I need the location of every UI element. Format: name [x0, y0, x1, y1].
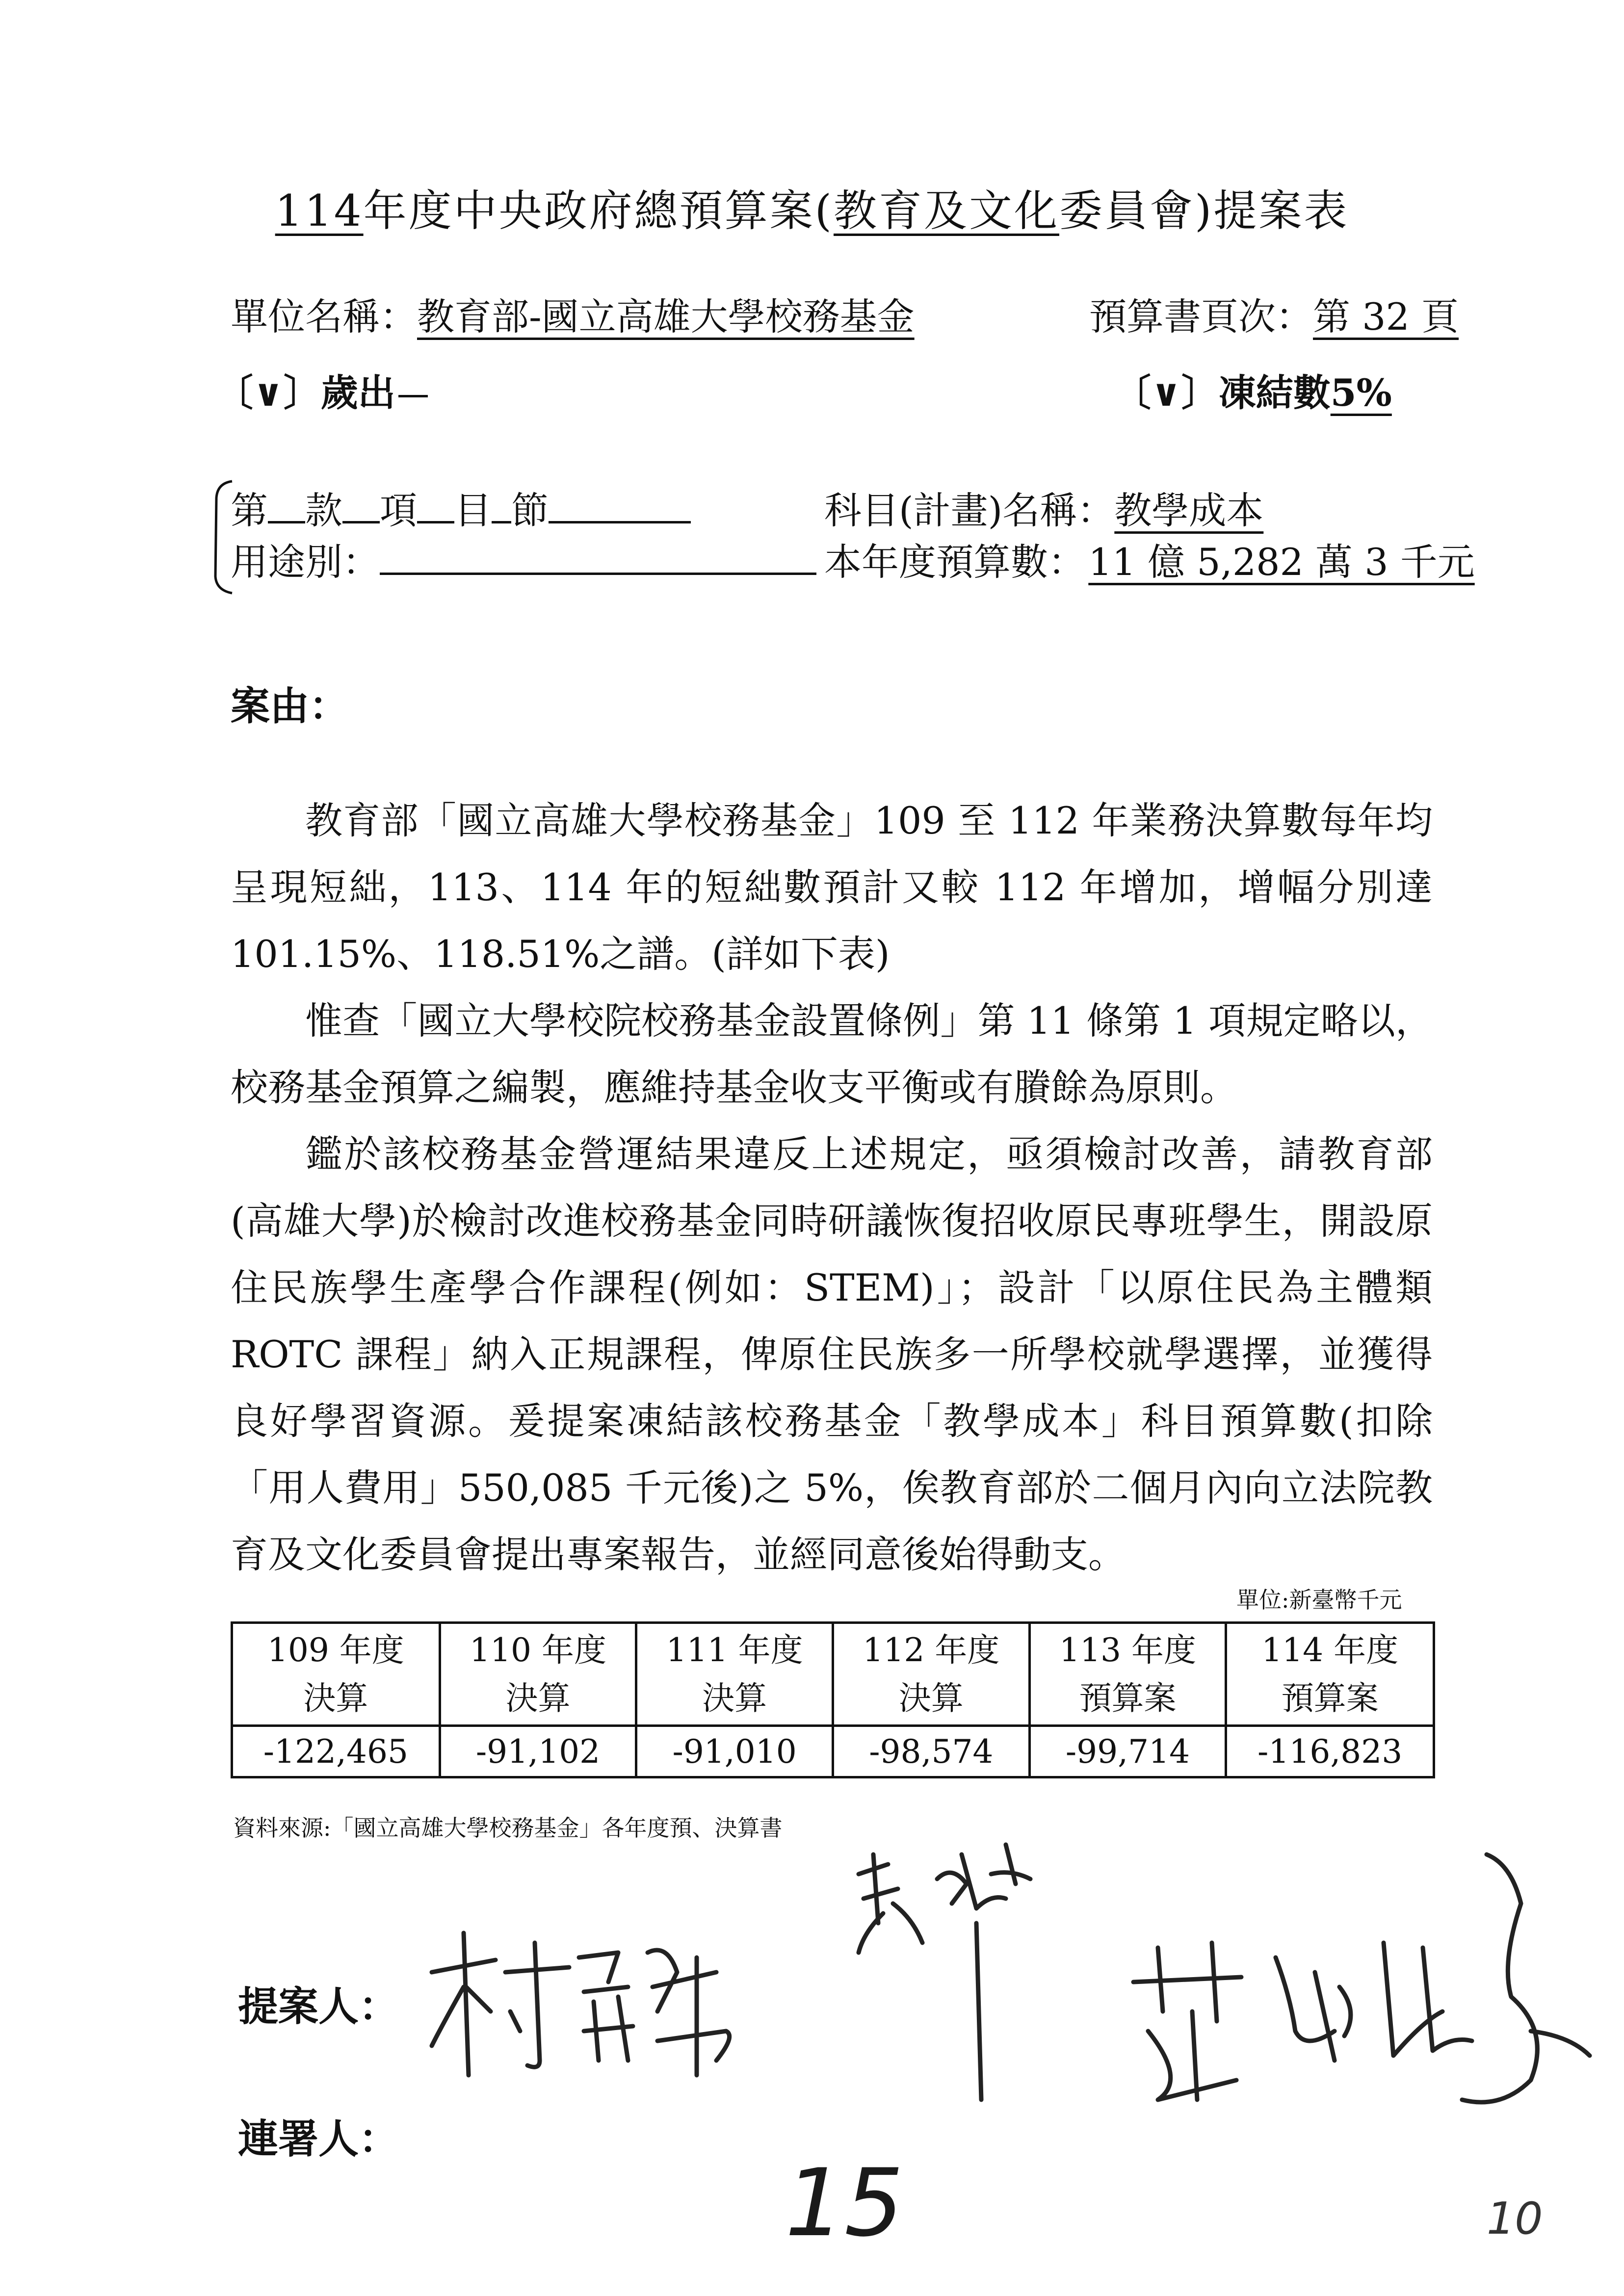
deficit-table [231, 1621, 1435, 1778]
expenditure-label: 〔∨〕歲出 [216, 371, 395, 415]
freeze-label: 〔∨〕凍結數 [1114, 371, 1331, 415]
kuan-label: 第 [231, 489, 268, 532]
subject-row [824, 481, 1389, 534]
table-unit-note: 單位:新臺幣千元 [1236, 1587, 1402, 1613]
case-heading: 案由： [231, 683, 348, 729]
table-cell: -91,010 [636, 1726, 833, 1777]
unit-label: 單位名稱： [231, 295, 417, 339]
unit-value: 教育部-國立高雄大學校務基金 [417, 295, 915, 339]
table-header-cell: 114 年度 預算案 [1226, 1623, 1434, 1726]
freeze-value: 5% [1330, 371, 1392, 415]
table-cell: -116,823 [1226, 1726, 1434, 1777]
signature-2 [844, 1825, 1079, 2110]
budget-amount-row [824, 532, 1478, 586]
page-value: 第 32 頁 [1313, 295, 1459, 339]
table-row [232, 1726, 1434, 1777]
budget-value: 11 億 5,282 萬 3 千元 [1088, 540, 1475, 584]
budget-item-row [231, 481, 691, 534]
case-paragraph-3: 鑑於該校務基金營運結果違反上述規定，亟須檢討改善，請教育部(高雄大學)於檢討改進校務基金同時研議恢復招收原民專班學生，開設原住民族學生產學合作課程(例如：STEM)」；設計「以原住民為主體類 ROTC 課程」納入正規課程，俾原住民族多一所學校就學選擇，並獲得良好學習資源。爰提案凍結該校務基金「教學成本」科目預算數(扣除「用人費用」550,085 千元後)之 5%，俟教育部於二個月內向立法院教育及文化委員會提出專案報告，並經同意後始得動支。 [231, 1132, 1433, 1576]
table-header-row [232, 1623, 1434, 1726]
expenditure-row [216, 363, 428, 417]
table-cell: -98,574 [833, 1726, 1029, 1777]
title-committee: 教育及文化 [833, 185, 1059, 236]
title-part1: 年度中央政府總預算案( [363, 185, 834, 236]
table-cell: -91,102 [440, 1726, 636, 1777]
table-header-cell: 110 年度 決算 [440, 1623, 636, 1726]
table-header-cell: 109 年度 決算 [232, 1623, 440, 1726]
table-header-cell: 111 年度 決算 [636, 1623, 833, 1726]
cosigner-label: 連署人： [238, 2115, 399, 2163]
page-label: 預算書頁次： [1089, 295, 1313, 339]
table-source: 資料來源:「國立高雄大學校務基金」各年度預、決算書 [233, 1815, 783, 1841]
jie-label: 目 [454, 489, 492, 532]
case-body [231, 787, 1433, 1588]
usage-row [231, 532, 816, 586]
title-part2: 委員會)提案表 [1059, 185, 1349, 236]
table-cell: -99,714 [1029, 1726, 1226, 1777]
title-year: 114 [275, 185, 364, 236]
subject-label: 科目(計畫)名稱： [824, 489, 1115, 532]
budget-page-row [1089, 287, 1459, 340]
table-header-cell: 112 年度 決算 [833, 1623, 1029, 1726]
mu-label: 項 [380, 489, 417, 532]
corner-number: 10 [1487, 2193, 1543, 2244]
proposer-label: 提案人： [238, 1983, 399, 2030]
unit-name-row [231, 287, 1025, 340]
freeze-row [1114, 363, 1404, 417]
usage-label: 用途別： [231, 540, 380, 584]
table-cell: -122,465 [232, 1726, 440, 1777]
xiang-label: 款 [305, 489, 342, 532]
document-title [0, 177, 1624, 238]
signature-3 [1128, 1825, 1599, 2139]
signature-1 [422, 1913, 765, 2110]
jie2-label: 節 [511, 489, 549, 532]
budget-label: 本年度預算數： [824, 540, 1085, 584]
page-number: 15 [785, 2149, 904, 2257]
subject-value: 教學成本 [1114, 489, 1264, 532]
case-paragraph-1: 教育部「國立高雄大學校務基金」109 至 112 年業務決算數每年均呈現短絀，113、114 年的短絀數預計又較 112 年增加，增幅分別達 101.15%、118.51%之譜。(詳如下表) [231, 799, 1433, 976]
case-paragraph-2: 惟查「國立大學校院校務基金設置條例」第 11 條第 1 項規定略以，校務基金預算之編製，應維持基金收支平衡或有賸餘為原則。 [231, 999, 1433, 1109]
table-header-cell: 113 年度 預算案 [1029, 1623, 1226, 1726]
